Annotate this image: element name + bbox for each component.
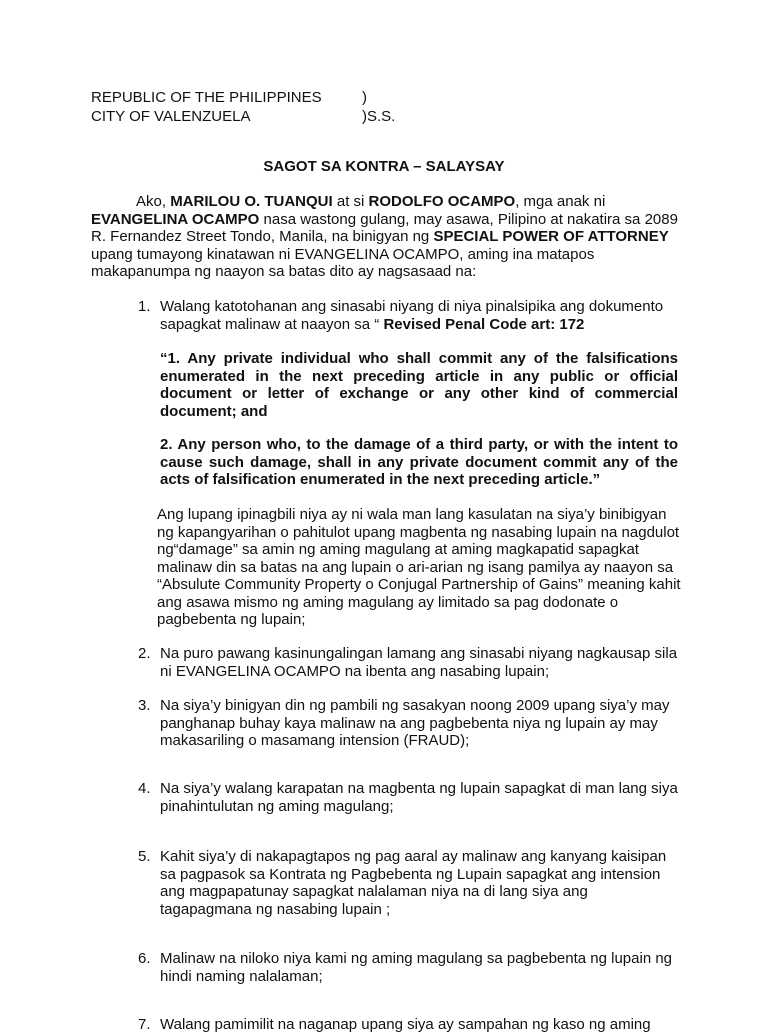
intro-text-1: Ako,	[136, 193, 171, 210]
list-item-5	[138, 848, 683, 918]
caption-block	[91, 89, 511, 127]
intro-name-1: MARILOU O. TUANQUI	[170, 193, 333, 210]
item-text: Na puro pawang kasinungalingan lamang ang sinasabi niyang nagkausap sila ni EVANGELINA OCAMPO na ibenta ang nasabing lupain;	[160, 645, 678, 680]
quoted-law-clause-1: “1. Any private individual who shall commit any of the falsifications enumerated in the next preceding article in any public or official document or letter of exchange or any other kind of commercial document; and	[160, 350, 678, 420]
caption-city: CITY OF VALENZUELA	[91, 108, 251, 125]
list-item-4	[138, 780, 683, 815]
list-item-6	[138, 950, 683, 985]
item-number: 2.	[138, 645, 151, 662]
intro-name-2: RODOLFO OCAMPO	[368, 193, 516, 210]
intro-text-5: upang tumayong kinatawan ni EVANGELINA OCAMPO, aming ina matapos makapanumpa ng naayon sa batas dito ay nagsasaad na:	[91, 245, 595, 280]
item-text: Na siya’y binigyan din ng pambili ng sasakyan noong 2009 upang siya’y may panghanap buhay kaya malinaw na ang pagbebenta niya ng lupain ay may makasariling o masamang intension (FRAUD);	[160, 697, 670, 749]
list-item-3	[138, 697, 683, 750]
quoted-law-clause-2: 2. Any person who, to the damage of a third party, or with the intent to cause such damage, shall in any private document commit any of the acts of falsification enumerated in the next preceding article.”	[160, 436, 678, 488]
caption-country: REPUBLIC OF THE PHILIPPINES	[91, 89, 322, 106]
caption-row-1	[91, 89, 511, 108]
intro-text-2: at si	[332, 193, 369, 210]
item-number: 3.	[138, 697, 151, 714]
item-number: 4.	[138, 780, 151, 797]
item-number: 6.	[138, 950, 151, 967]
item-number: 5.	[138, 848, 151, 865]
document-title: SAGOT SA KONTRA – SALAYSAY	[263, 158, 505, 175]
item-text: Walang pamimilit na naganap upang siya ay sampahan ng kaso ng aming	[160, 1016, 651, 1033]
list-item-2	[138, 645, 683, 680]
intro-paragraph	[91, 193, 691, 281]
intro-name-3: EVANGELINA OCAMPO	[91, 210, 260, 228]
item-text: Kahit siya’y di nakapagtapos ng pag aaral ay malinaw ang kanyang kaisipan sa pagpasok sa Kontrata ng Pagbebenta ng Lupain sapagkat ang intension ang magpapatunay sapagkat nalalaman niya na di lang siya ang tagapagmana ng nasabing lupain ;	[160, 848, 667, 918]
list-item-7	[138, 1016, 683, 1033]
intro-text-4: nasa wastong gulang, may asawa, Pilipino at nakatira sa 2089 R. Fernandez Street Tondo, Manila, na binigyan ng	[91, 210, 678, 245]
caption-paren-1: )	[362, 89, 367, 106]
item-text: Na siya’y walang karapatan na magbenta ng lupain sapagkat di man lang siya pinahintulutan ng aming magulang;	[160, 780, 678, 815]
caption-ss: )S.S.	[362, 108, 396, 125]
item-text: Walang katotohanan ang sinasabi niyang di niya pinalsipika ang dokumento sapagkat malinaw at naayon sa “	[160, 298, 664, 333]
intro-spa: SPECIAL POWER OF ATTORNEY	[433, 228, 669, 245]
land-paragraph: Ang lupang ipinagbili niya ay ni wala man lang kasulatan na siya’y binibigyan ng kapangyarihan o pahitulot upang magbenta ng nasabing lupain na nagdulot ng“damage” sa amin ng aming magulang at aming magkapatid sapagkat malinaw din sa batas na ang lupain o ari-arian ng isang pamilya ay naayon sa “Absulute Community Property o Conjugal Partnership of Gains” meaning kahit ang asawa mismo ng aming magulang ay limitado sa pag dodonate o pagbebenta ng lupain;	[157, 506, 681, 628]
intro-text-3: , mga anak ni	[515, 193, 606, 210]
item-number: 1.	[138, 298, 151, 315]
list-item-1	[138, 298, 683, 333]
item-number: 7.	[138, 1016, 151, 1033]
item-text: Malinaw na niloko niya kami ng aming magulang sa pagbebenta ng lupain ng hindi naming nalalaman;	[160, 950, 673, 985]
caption-row-2	[91, 108, 511, 127]
item-citation: Revised Penal Code art: 172	[383, 315, 585, 333]
